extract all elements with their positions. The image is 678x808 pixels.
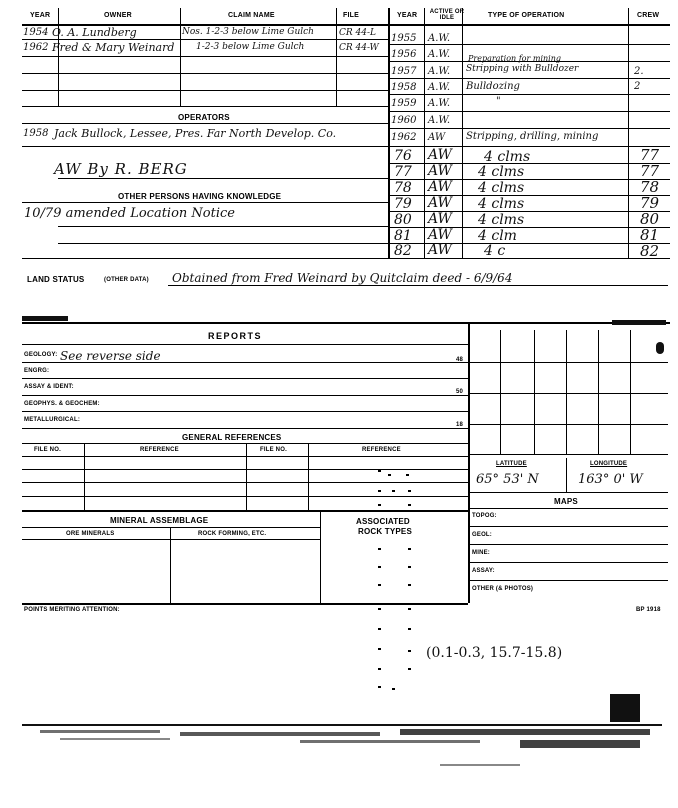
file-1: CR 44-L: [339, 28, 376, 38]
others-line-1: 10/79 amended Location Notice: [24, 206, 235, 221]
activity-status-14: AW: [428, 242, 452, 258]
longitude-label: LONGITUDE: [590, 461, 628, 467]
activity-year-4: 1958: [391, 82, 417, 93]
geology-label: GEOLOGY:: [24, 352, 58, 358]
activity-status-3: A.W.: [428, 66, 451, 77]
gr-reference-2: REFERENCE: [362, 447, 401, 453]
maps-mine: MINE:: [472, 550, 490, 556]
header-year-2: YEAR: [397, 12, 418, 19]
maps-topog: TOPOG:: [472, 513, 497, 519]
activity-op-8: 4 clms: [484, 149, 531, 165]
points-label: POINTS MERITING ATTENTION:: [24, 607, 120, 613]
operators-title: OPERATORS: [178, 113, 230, 122]
activity-op-4: Bulldozing: [466, 81, 520, 92]
activity-op-7: Stripping, drilling, mining: [466, 131, 599, 142]
operator-line-1: Jack Bullock, Lessee, Pres. Far North Develop. Co.: [54, 127, 337, 140]
activity-status-13: AW: [428, 227, 452, 243]
activity-year-10: 78: [394, 180, 412, 196]
rock-forming-label: ROCK FORMING, ETC.: [198, 531, 267, 537]
activity-op-12: 4 clms: [478, 212, 525, 228]
header-crew: CREW: [637, 12, 660, 19]
reports-title: REPORTS: [208, 331, 263, 341]
header-type-operation: TYPE OF OPERATION: [488, 12, 565, 19]
activity-year-6: 1960: [391, 115, 417, 126]
activity-crew-13: 81: [640, 226, 660, 244]
activity-crew-11: 79: [640, 194, 660, 212]
reports-number-50: 50: [456, 389, 464, 395]
rock-types-label: ROCK TYPES: [358, 527, 413, 536]
metallurgical-label: METALLURGICAL:: [24, 417, 81, 423]
associated-label: ASSOCIATED: [356, 517, 410, 526]
activity-op-10: 4 clms: [478, 180, 525, 196]
land-status-sub: (OTHER DATA): [104, 277, 149, 283]
activity-year-2: 1956: [391, 49, 417, 60]
activity-crew-9: 77: [640, 162, 660, 180]
header-owner: OWNER: [104, 12, 132, 19]
assay-label: ASSAY & IDENT:: [24, 384, 74, 390]
activity-status-8: AW: [428, 147, 452, 163]
header-file: FILE: [343, 12, 359, 19]
activity-op-3: Stripping with Bulldozer: [466, 64, 579, 74]
activity-status-2: A.W.: [428, 49, 451, 60]
operator-year: 1958: [23, 128, 49, 139]
activity-year-14: 82: [394, 243, 412, 259]
handwritten-note: (0.1-0.3, 15.7-15.8): [426, 645, 563, 661]
latitude-label: LATITUDE: [496, 461, 527, 467]
header-claim-name: CLAIM NAME: [228, 12, 275, 19]
longitude-value: 163° 0' W: [578, 472, 643, 487]
activity-crew-4: 2: [634, 81, 641, 92]
activity-status-4: A.W.: [428, 82, 451, 93]
activity-crew-3: 2.: [634, 66, 644, 77]
activity-op-9: 4 clms: [478, 164, 525, 180]
maps-other: OTHER (& PHOTOS): [472, 586, 534, 592]
activity-op-14: 4 c: [484, 243, 506, 259]
header-active-idle: ACTIVE OR IDLE: [429, 9, 465, 21]
activity-crew-14: 82: [640, 242, 660, 260]
claim-name-1: Nos. 1-2-3 below Lime Gulch: [182, 27, 314, 37]
reports-number-18: 18: [456, 422, 464, 428]
activity-op-11: 4 clms: [478, 196, 525, 212]
activity-op-2: Preparation for mining: [468, 54, 561, 63]
form-number: BP 1918: [636, 607, 661, 613]
activity-status-10: AW: [428, 179, 452, 195]
gr-file-no-1: FILE NO.: [34, 447, 61, 453]
activity-year-7: 1962: [391, 132, 417, 143]
maps-assay: ASSAY:: [472, 568, 495, 574]
gr-reference-1: REFERENCE: [140, 447, 179, 453]
activity-op-13: 4 clm: [478, 228, 517, 244]
gr-file-no-2: FILE NO.: [260, 447, 287, 453]
activity-year-11: 79: [394, 196, 412, 212]
owner-name-2: Fred & Mary Weinard: [52, 41, 175, 54]
activity-crew-8: 77: [640, 146, 660, 164]
general-references-title: GENERAL REFERENCES: [182, 433, 282, 442]
operator-line-2: AW By R. BERG: [54, 160, 188, 178]
mineral-assemblage-title: MINERAL ASSEMBLAGE: [110, 516, 209, 525]
activity-year-12: 80: [394, 212, 412, 228]
activity-year-8: 76: [394, 148, 412, 164]
activity-year-1: 1955: [391, 33, 417, 44]
file-2: CR 44-W: [339, 43, 379, 53]
activity-year-5: 1959: [391, 98, 417, 109]
geophys-label: GEOPHYS. & GEOCHEM:: [24, 401, 100, 407]
activity-status-12: AW: [428, 211, 452, 227]
activity-year-3: 1957: [391, 66, 417, 77]
maps-title: MAPS: [554, 497, 578, 506]
header-year: YEAR: [30, 12, 51, 19]
activity-op-5: ": [496, 96, 501, 107]
activity-crew-10: 78: [640, 178, 660, 196]
engrg-label: ENGRG:: [24, 368, 50, 374]
latitude-value: 65° 53' N: [476, 472, 539, 487]
activity-year-9: 77: [394, 164, 412, 180]
owner-year-1: 1954: [23, 27, 49, 38]
activity-status-5: A.W.: [428, 98, 451, 109]
activity-status-6: A.W.: [428, 115, 451, 126]
land-status-label: LAND STATUS: [27, 275, 85, 284]
activity-status-1: A.W.: [428, 33, 451, 44]
ore-minerals-label: ORE MINERALS: [66, 531, 115, 537]
claim-name-2: 1-2-3 below Lime Gulch: [196, 42, 305, 52]
activity-crew-12: 80: [640, 210, 660, 228]
geology-value: See reverse side: [60, 349, 161, 363]
owner-name-1: O. A. Lundberg: [52, 26, 137, 39]
reports-number-48: 48: [456, 357, 464, 363]
activity-status-7: AW: [428, 132, 446, 143]
owner-year-2: 1962: [23, 42, 49, 53]
activity-year-13: 81: [394, 228, 412, 244]
others-title: OTHER PERSONS HAVING KNOWLEDGE: [118, 192, 282, 201]
activity-status-9: AW: [428, 163, 452, 179]
activity-status-11: AW: [428, 195, 452, 211]
land-status-text: Obtained from Fred Weinard by Quitclaim deed - 6/9/64: [172, 271, 513, 285]
maps-geol: GEOL:: [472, 532, 492, 538]
